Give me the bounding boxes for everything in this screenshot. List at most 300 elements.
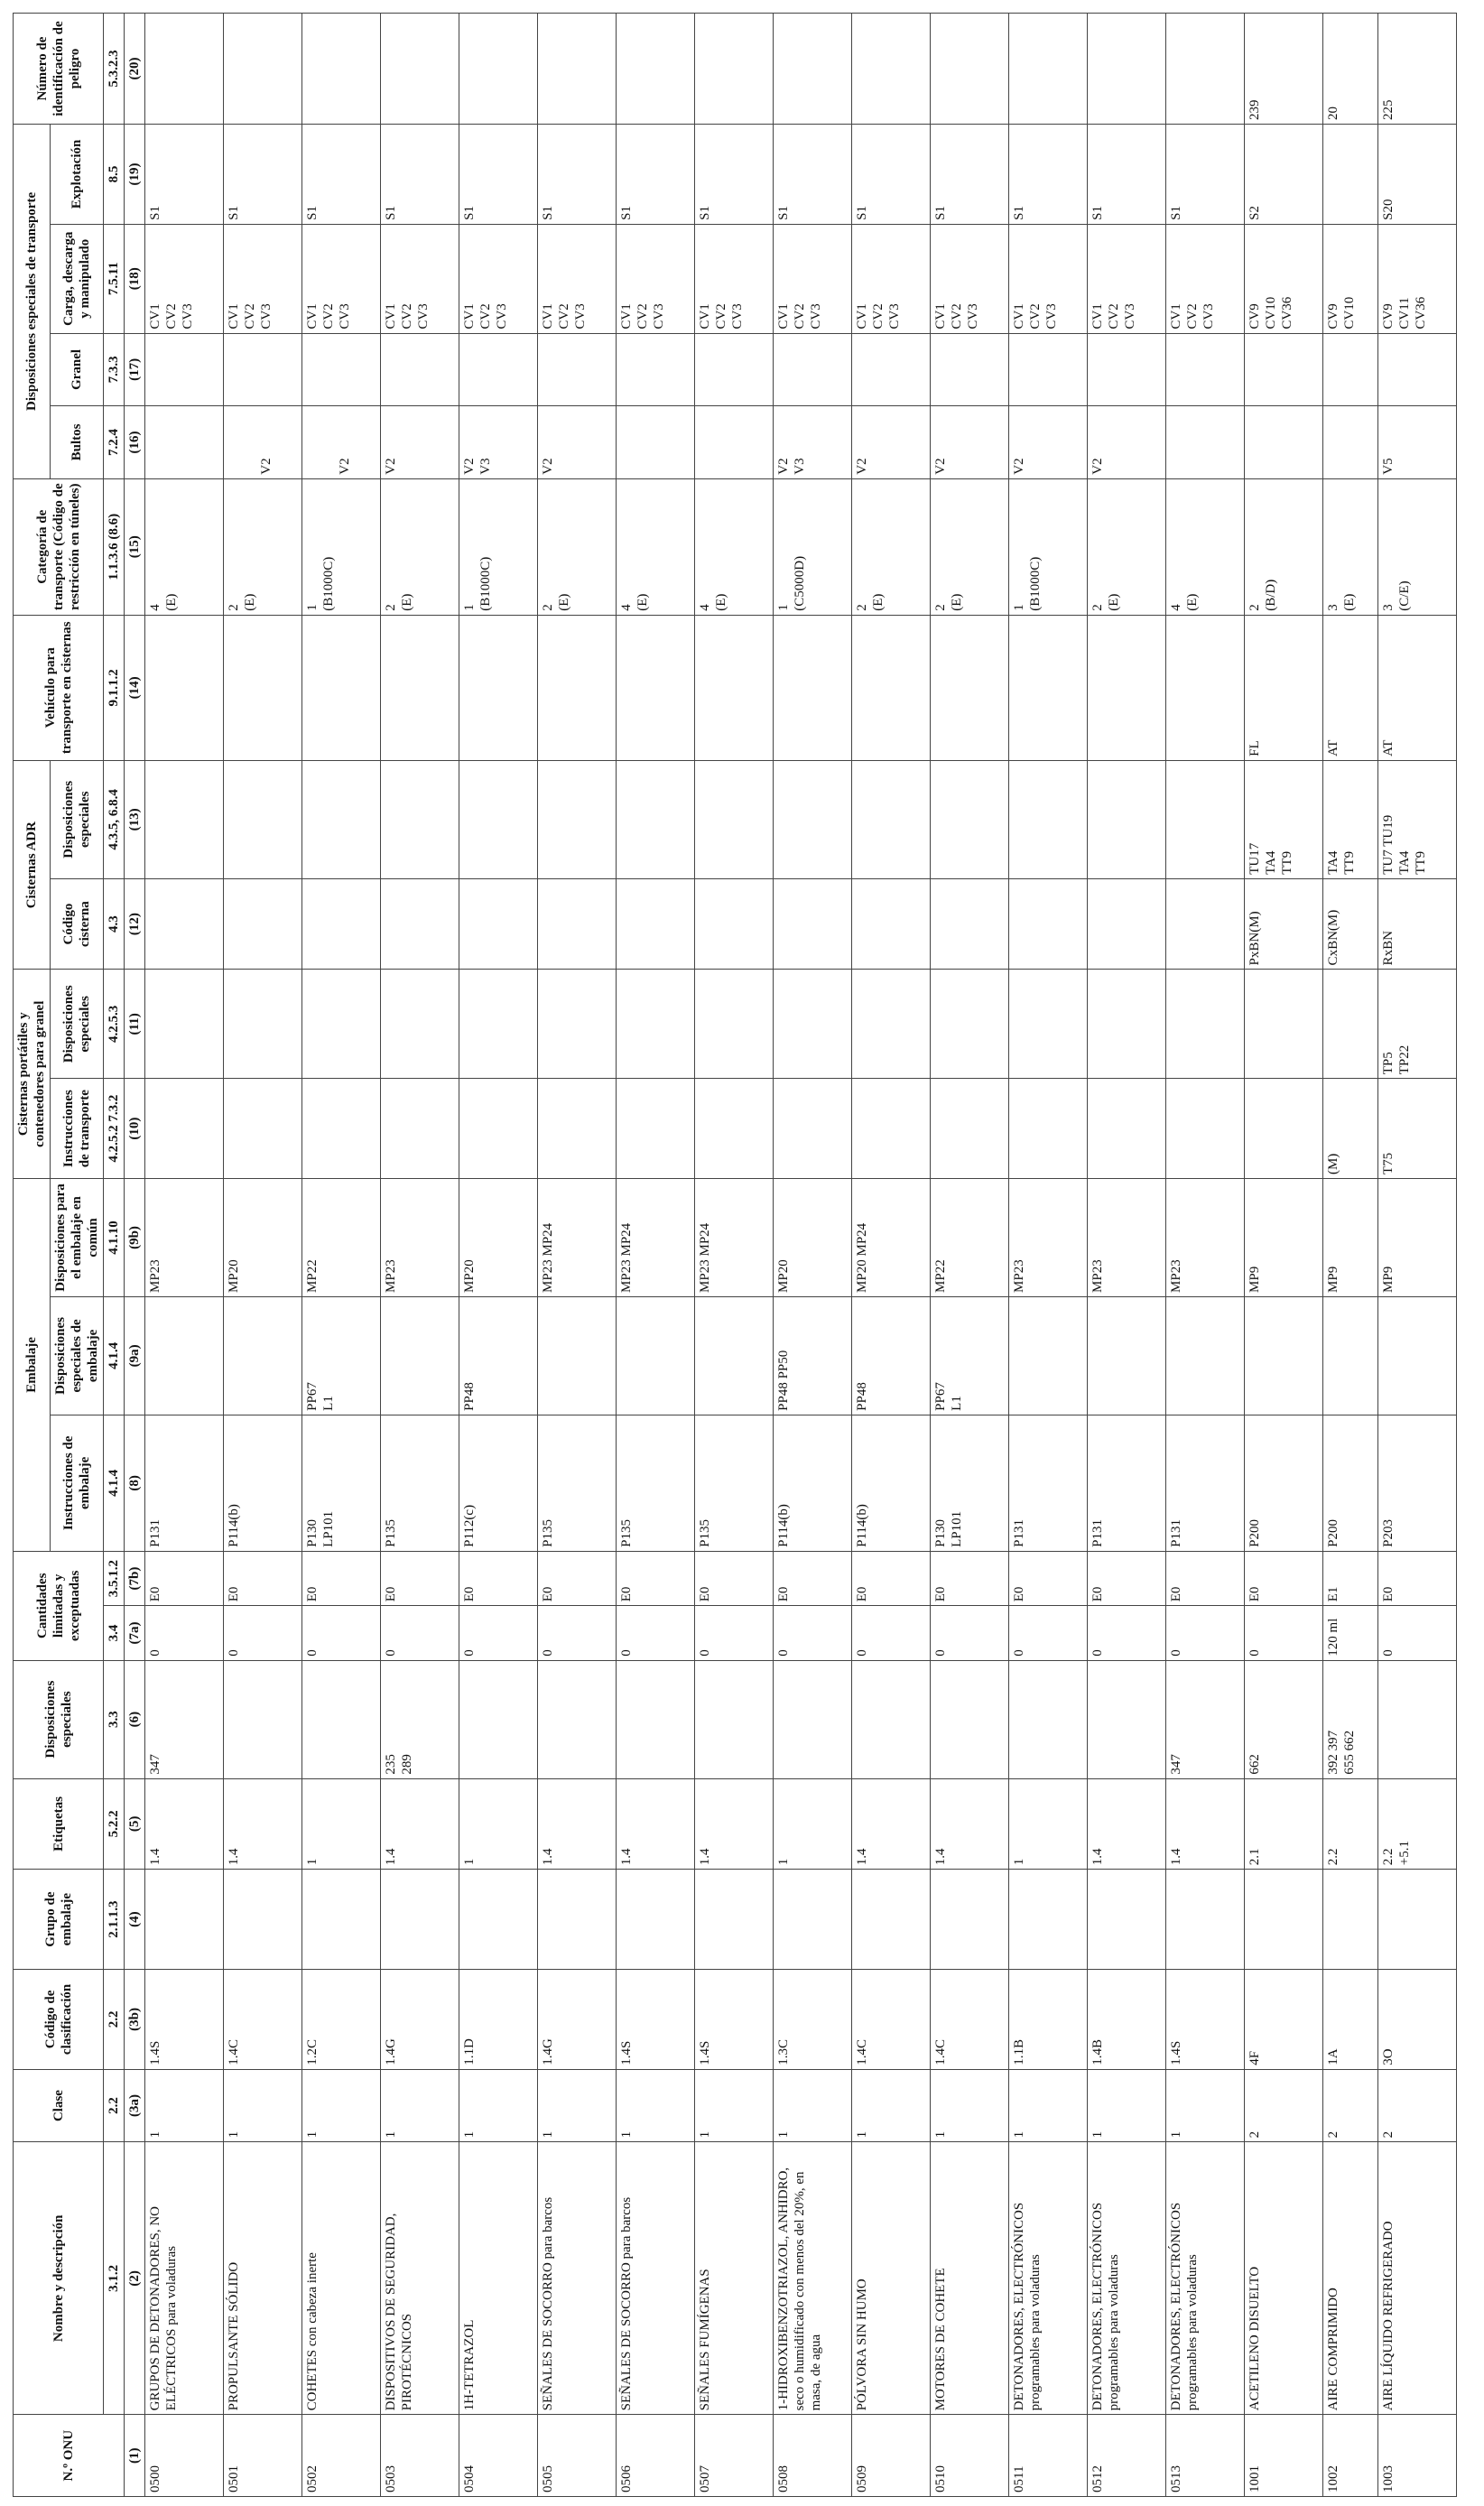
- data-cell: [617, 1296, 695, 1415]
- data-cell: [302, 333, 381, 406]
- data-cell: E0: [931, 1551, 1009, 1605]
- data-cell: 392 397 655 662: [1323, 1660, 1377, 1778]
- ref-cell: 3.5.1.2: [104, 1551, 125, 1605]
- data-cell: MP23 MP24: [538, 1179, 617, 1297]
- data-cell: [1009, 1660, 1088, 1778]
- column-number-cell: (13): [125, 760, 145, 878]
- ref-cell: 7.2.4: [104, 406, 125, 479]
- data-cell: [381, 615, 459, 760]
- data-cell: 235 289: [381, 1660, 459, 1778]
- data-cell: 1.4: [695, 1778, 774, 1870]
- data-cell: [459, 1660, 538, 1778]
- data-cell: [1088, 1296, 1166, 1415]
- data-cell: S1: [224, 125, 302, 225]
- data-cell: [695, 760, 774, 878]
- data-cell: P131: [1088, 1415, 1166, 1551]
- ref-cell: 3.4: [104, 1606, 125, 1660]
- column-number-cell: (10): [125, 1079, 145, 1179]
- data-cell: MP23 MP24: [617, 1179, 695, 1297]
- data-cell: [1245, 406, 1323, 479]
- data-cell: PxBN(M): [1245, 878, 1323, 970]
- data-cell: S2: [1245, 125, 1323, 225]
- data-cell: E0: [774, 1551, 852, 1605]
- data-cell: 0: [1245, 1606, 1323, 1660]
- data-cell: P114(b): [852, 1415, 931, 1551]
- data-cell: 1: [302, 1778, 381, 1870]
- class-header: Clase: [14, 2069, 104, 2142]
- data-cell: 1: [1009, 1778, 1088, 1870]
- data-cell: MP22: [931, 1179, 1009, 1297]
- data-cell: S1: [774, 125, 852, 225]
- data-cell: 1.4: [145, 1778, 224, 1870]
- name-cell: DISPOSITIVOS DE SEGURIDAD, PIROTÉCNICOS: [381, 2142, 459, 2415]
- data-cell: 0: [224, 1606, 302, 1660]
- data-cell: 0: [538, 1606, 617, 1660]
- transport-instructions-header: Instrucciones de transporte: [51, 1079, 104, 1179]
- special-packing-provisions-header: Disposiciones especiales de embalaje: [51, 1296, 104, 1415]
- adr-special-provisions-header: Disposiciones especiales: [51, 760, 104, 878]
- data-cell: [617, 1079, 695, 1179]
- data-cell: S1: [617, 125, 695, 225]
- data-cell: 0: [695, 1606, 774, 1660]
- table-row: [1166, 14, 1245, 2497]
- data-cell: E0: [695, 1551, 774, 1605]
- data-cell: S1: [381, 125, 459, 225]
- data-cell: [381, 14, 459, 125]
- name-cell: PÓLVORA SIN HUMO: [852, 2142, 931, 2415]
- name-cell: SEÑALES FUMÍGENAS: [695, 2142, 774, 2415]
- un-number-cell: 1003: [1377, 2415, 1456, 2497]
- data-cell: S1: [1009, 125, 1088, 225]
- bulk-header: Granel: [51, 333, 104, 406]
- tank-code-header: Código cisterna: [51, 878, 104, 970]
- data-cell: V2: [1009, 406, 1088, 479]
- ref-cell: 4.3.5, 6.8.4: [104, 760, 125, 878]
- data-cell: [695, 1660, 774, 1778]
- data-cell: 120 ml: [1323, 1606, 1377, 1660]
- column-number-cell: (1): [125, 2415, 145, 2497]
- name-cell: DETONADORES, ELECTRÓNICOS programables para voladuras: [1009, 2142, 1088, 2415]
- data-cell: T75: [1377, 1079, 1456, 1179]
- data-cell: [1009, 333, 1088, 406]
- data-cell: 1: [145, 2069, 224, 2142]
- name-cell: SEÑALES DE SOCORRO para barcos: [617, 2142, 695, 2415]
- data-cell: P114(b): [224, 1415, 302, 1551]
- data-cell: MP20: [224, 1179, 302, 1297]
- un-number-cell: 0503: [381, 2415, 459, 2497]
- data-cell: FL: [1245, 615, 1323, 760]
- data-cell: 1.4C: [852, 1970, 931, 2070]
- data-cell: 2 (E): [538, 478, 617, 615]
- name-cell: 1-HIDROXIBENZOTRIAZOL, ANHIDRO, seco o humidificado con menos del 20%, en masa, de agua: [774, 2142, 852, 2415]
- data-cell: [145, 333, 224, 406]
- data-cell: [459, 760, 538, 878]
- data-cell: [852, 970, 931, 1079]
- data-cell: V2 V3: [459, 406, 538, 479]
- table-row: [224, 14, 302, 2497]
- classification-code-header: Código de clasificación: [14, 1970, 104, 2070]
- ref-cell: 2.2: [104, 1970, 125, 2070]
- data-cell: 4 (E): [617, 478, 695, 615]
- special-transport-header: Disposiciones especiales de transporte: [14, 125, 51, 479]
- data-cell: [538, 1296, 617, 1415]
- data-cell: 1: [459, 2069, 538, 2142]
- data-cell: [381, 333, 459, 406]
- data-cell: [931, 878, 1009, 970]
- data-cell: 4 (E): [145, 478, 224, 615]
- data-cell: [381, 878, 459, 970]
- un-number-cell: 1001: [1245, 2415, 1323, 2497]
- data-cell: [774, 1660, 852, 1778]
- data-cell: [852, 1079, 931, 1179]
- name-cell: DETONADORES, ELECTRÓNICOS programables para voladuras: [1166, 2142, 1245, 2415]
- data-cell: [302, 14, 381, 125]
- data-cell: S1: [1166, 125, 1245, 225]
- data-cell: E0: [1245, 1551, 1323, 1605]
- data-cell: CV9 CV10: [1323, 224, 1377, 333]
- data-cell: [145, 760, 224, 878]
- data-cell: [1323, 125, 1377, 225]
- column-number-cell: (7b): [125, 1551, 145, 1605]
- ref-cell: 5.2.2: [104, 1778, 125, 1870]
- ref-cell: 3.3: [104, 1660, 125, 1778]
- data-cell: P130 LP101: [931, 1415, 1009, 1551]
- data-cell: 0: [1377, 1606, 1456, 1660]
- data-cell: [1323, 970, 1377, 1079]
- data-cell: [1323, 406, 1377, 479]
- data-cell: [224, 1079, 302, 1179]
- table-row: [852, 14, 931, 2497]
- data-cell: 0: [774, 1606, 852, 1660]
- data-cell: CV1 CV2 CV3: [145, 224, 224, 333]
- table-row: [1377, 14, 1456, 2497]
- data-cell: [1088, 615, 1166, 760]
- data-cell: CV9 CV11 CV36: [1377, 224, 1456, 333]
- un-number-cell: 0500: [145, 2415, 224, 2497]
- data-cell: [617, 1660, 695, 1778]
- packages-header: Bultos: [51, 406, 104, 479]
- data-cell: [1166, 615, 1245, 760]
- data-cell: [145, 878, 224, 970]
- data-cell: [1009, 14, 1088, 125]
- data-cell: [774, 878, 852, 970]
- column-number-cell: (17): [125, 333, 145, 406]
- data-cell: 4 (E): [695, 478, 774, 615]
- data-cell: [931, 970, 1009, 1079]
- data-cell: [1323, 333, 1377, 406]
- data-cell: CV1 CV2 CV3: [695, 224, 774, 333]
- data-cell: 1 (B1000C): [459, 478, 538, 615]
- data-cell: [1009, 878, 1088, 970]
- data-cell: [1009, 615, 1088, 760]
- data-cell: [931, 615, 1009, 760]
- data-cell: MP23 MP24: [695, 1179, 774, 1297]
- data-cell: [931, 760, 1009, 878]
- data-cell: [852, 1660, 931, 1778]
- data-cell: MP23: [381, 1179, 459, 1297]
- data-cell: 2 (E): [931, 478, 1009, 615]
- un-number-cell: 0513: [1166, 2415, 1245, 2497]
- data-cell: 1.4: [381, 1778, 459, 1870]
- un-number-cell: 0512: [1088, 2415, 1166, 2497]
- data-cell: CV1 CV2 CV3: [224, 224, 302, 333]
- data-cell: [1088, 1079, 1166, 1179]
- data-cell: (M): [1323, 1079, 1377, 1179]
- data-cell: E0: [538, 1551, 617, 1605]
- data-cell: MP9: [1377, 1179, 1456, 1297]
- data-cell: CV1 CV2 CV3: [774, 224, 852, 333]
- data-cell: 1.4S: [695, 1970, 774, 2070]
- data-cell: CV1 CV2 CV3: [1009, 224, 1088, 333]
- data-cell: [617, 970, 695, 1079]
- table-row: [774, 14, 852, 2497]
- data-cell: [538, 1660, 617, 1778]
- ref-cell: 9.1.1.2: [104, 615, 125, 760]
- data-cell: 3O: [1377, 1970, 1456, 2070]
- data-cell: [1377, 1660, 1456, 1778]
- data-cell: 1.4B: [1088, 1970, 1166, 2070]
- data-cell: 3 (E): [1323, 478, 1377, 615]
- data-cell: [852, 333, 931, 406]
- data-cell: 2 (E): [852, 478, 931, 615]
- data-cell: [1009, 1296, 1088, 1415]
- data-cell: [459, 1079, 538, 1179]
- adr-tanks-header: Cisternas ADR: [14, 760, 51, 970]
- data-cell: PP67 L1: [931, 1296, 1009, 1415]
- data-cell: 0: [381, 1606, 459, 1660]
- data-cell: 2 (E): [381, 478, 459, 615]
- data-cell: E0: [1009, 1551, 1088, 1605]
- name-cell: PROPULSANTE SÓLIDO: [224, 2142, 302, 2415]
- packing-instructions-header: Instrucciones de embalaje: [51, 1415, 104, 1551]
- data-cell: [1009, 1870, 1088, 1970]
- data-cell: [224, 615, 302, 760]
- un-number-cell: 0509: [852, 2415, 931, 2497]
- data-cell: RxBN: [1377, 878, 1456, 970]
- data-cell: P131: [1166, 1415, 1245, 1551]
- data-cell: [459, 14, 538, 125]
- ref-cell: 2.2: [104, 2069, 125, 2142]
- data-cell: [381, 1870, 459, 1970]
- data-cell: P135: [695, 1415, 774, 1551]
- data-cell: S20: [1377, 125, 1456, 225]
- data-cell: P131: [145, 1415, 224, 1551]
- data-cell: [459, 615, 538, 760]
- table-body: [145, 14, 1457, 2497]
- data-cell: 2.2: [1323, 1778, 1377, 1870]
- un-number-cell: 0506: [617, 2415, 695, 2497]
- data-cell: 2 (E): [224, 478, 302, 615]
- data-cell: [695, 878, 774, 970]
- data-cell: MP23: [1009, 1179, 1088, 1297]
- data-cell: [145, 406, 224, 479]
- data-cell: 3 (C/E): [1377, 478, 1456, 615]
- data-cell: [381, 760, 459, 878]
- data-cell: E0: [1088, 1551, 1166, 1605]
- data-cell: [1009, 760, 1088, 878]
- data-cell: 1.4: [931, 1778, 1009, 1870]
- data-cell: 225: [1377, 14, 1456, 125]
- data-cell: 1.3C: [774, 1970, 852, 2070]
- data-cell: [774, 14, 852, 125]
- data-cell: 1: [695, 2069, 774, 2142]
- un-number-cell: 0510: [931, 2415, 1009, 2497]
- data-cell: P135: [381, 1415, 459, 1551]
- data-cell: P135: [538, 1415, 617, 1551]
- un-number-cell: 0501: [224, 2415, 302, 2497]
- data-cell: 1 (C5000D): [774, 478, 852, 615]
- tank-vehicle-header: Vehículo para transporte en cisternas: [14, 615, 104, 760]
- table-row: [1245, 14, 1323, 2497]
- column-number-cell: (18): [125, 224, 145, 333]
- table-row: [459, 14, 538, 2497]
- data-cell: [145, 1079, 224, 1179]
- limited-excepted-header: Cantidades limitadas y exceptuadas: [14, 1551, 104, 1660]
- data-cell: [617, 760, 695, 878]
- data-cell: E0: [459, 1551, 538, 1605]
- data-cell: V5: [1377, 406, 1456, 479]
- data-cell: [617, 14, 695, 125]
- column-number-cell: (19): [125, 125, 145, 225]
- data-cell: 2: [1323, 2069, 1377, 2142]
- data-cell: PP67 L1: [302, 1296, 381, 1415]
- data-cell: [1245, 1870, 1323, 1970]
- hazard-id-header: Número de identificación de peligro: [14, 14, 104, 125]
- data-cell: 0: [145, 1606, 224, 1660]
- ref-cell: 4.1.10: [104, 1179, 125, 1297]
- data-cell: 1.4: [538, 1778, 617, 1870]
- data-cell: [931, 14, 1009, 125]
- data-cell: [302, 1079, 381, 1179]
- data-cell: P200: [1323, 1415, 1377, 1551]
- un-number-header: N.º ONU: [14, 2415, 125, 2497]
- portable-tanks-header: Cisternas portátiles y contenedores para granel: [14, 970, 51, 1179]
- data-cell: [224, 1296, 302, 1415]
- data-cell: S1: [852, 125, 931, 225]
- data-cell: 1: [302, 2069, 381, 2142]
- data-cell: P114(b): [774, 1415, 852, 1551]
- column-number-cell: (16): [125, 406, 145, 479]
- data-cell: AT: [1323, 615, 1377, 760]
- data-cell: TP5 TP22: [1377, 970, 1456, 1079]
- data-cell: E0: [302, 1551, 381, 1605]
- data-cell: 1: [538, 2069, 617, 2142]
- data-cell: 347: [1166, 1660, 1245, 1778]
- data-cell: CV1 CV2 CV3: [617, 224, 695, 333]
- data-cell: 1: [1009, 2069, 1088, 2142]
- data-cell: 2 (B/D): [1245, 478, 1323, 615]
- data-cell: 1.1B: [1009, 1970, 1088, 2070]
- data-cell: 1.1D: [459, 1970, 538, 2070]
- data-cell: [1088, 760, 1166, 878]
- ref-cell: 7.3.3: [104, 333, 125, 406]
- data-cell: S1: [302, 125, 381, 225]
- data-cell: E0: [145, 1551, 224, 1605]
- data-cell: 1: [852, 2069, 931, 2142]
- data-cell: [931, 1660, 1009, 1778]
- data-cell: [695, 1296, 774, 1415]
- column-number-cell: (9b): [125, 1179, 145, 1297]
- data-cell: [302, 1870, 381, 1970]
- data-cell: [1245, 970, 1323, 1079]
- data-cell: [774, 615, 852, 760]
- data-cell: [145, 14, 224, 125]
- data-cell: E1: [1323, 1551, 1377, 1605]
- data-cell: [145, 1296, 224, 1415]
- data-cell: [852, 14, 931, 125]
- data-cell: CV1 CV2 CV3: [1166, 224, 1245, 333]
- data-cell: P200: [1245, 1415, 1323, 1551]
- data-cell: [1088, 878, 1166, 970]
- data-cell: [1377, 1870, 1456, 1970]
- data-cell: [852, 878, 931, 970]
- data-cell: PP48 PP50: [774, 1296, 852, 1415]
- data-cell: [224, 1660, 302, 1778]
- data-cell: [931, 333, 1009, 406]
- data-cell: V2: [381, 406, 459, 479]
- data-cell: 662: [1245, 1660, 1323, 1778]
- data-cell: 239: [1245, 14, 1323, 125]
- table-row: [381, 14, 459, 2497]
- data-cell: PP48: [459, 1296, 538, 1415]
- data-cell: S1: [538, 125, 617, 225]
- data-cell: CV1 CV2 CV3: [538, 224, 617, 333]
- data-cell: 347: [145, 1660, 224, 1778]
- data-cell: [1166, 14, 1245, 125]
- data-cell: MP9: [1323, 1179, 1377, 1297]
- pt-special-provisions-header: Disposiciones especiales: [51, 970, 104, 1079]
- data-cell: 1.4C: [931, 1970, 1009, 2070]
- column-number-row: [125, 14, 145, 2497]
- data-cell: MP23: [1166, 1179, 1245, 1297]
- data-cell: [695, 615, 774, 760]
- un-number-cell: 0507: [695, 2415, 774, 2497]
- data-cell: 1.4: [1088, 1778, 1166, 1870]
- data-cell: [1166, 878, 1245, 970]
- data-cell: [302, 615, 381, 760]
- data-cell: [1088, 1870, 1166, 1970]
- data-cell: E0: [1166, 1551, 1245, 1605]
- data-cell: TU17 TA4 TT9: [1245, 760, 1323, 878]
- ref-cell: 3.1.2: [104, 2142, 125, 2415]
- data-cell: [852, 1870, 931, 1970]
- data-cell: [224, 333, 302, 406]
- dangerous-goods-table: [13, 13, 1457, 2497]
- data-cell: 1.4S: [145, 1970, 224, 2070]
- un-number-cell: 0508: [774, 2415, 852, 2497]
- reference-row: [104, 14, 125, 2497]
- data-cell: [1088, 14, 1166, 125]
- data-cell: MP22: [302, 1179, 381, 1297]
- table-row: [1323, 14, 1377, 2497]
- data-cell: CxBN(M): [1323, 878, 1377, 970]
- data-cell: [1166, 760, 1245, 878]
- data-cell: [1009, 1079, 1088, 1179]
- data-cell: [617, 878, 695, 970]
- data-cell: [538, 878, 617, 970]
- data-cell: [381, 970, 459, 1079]
- data-cell: [695, 970, 774, 1079]
- data-cell: 2: [1377, 2069, 1456, 2142]
- packing-group-header: Grupo de embalaje: [14, 1870, 104, 1970]
- data-cell: 2 (E): [1088, 478, 1166, 615]
- ref-cell: 4.1.4: [104, 1415, 125, 1551]
- column-number-cell: (8): [125, 1415, 145, 1551]
- data-cell: [931, 1870, 1009, 1970]
- data-cell: [695, 406, 774, 479]
- name-cell: DETONADORES, ELECTRÓNICOS programables para voladuras: [1088, 2142, 1166, 2415]
- data-cell: 4F: [1245, 1970, 1323, 2070]
